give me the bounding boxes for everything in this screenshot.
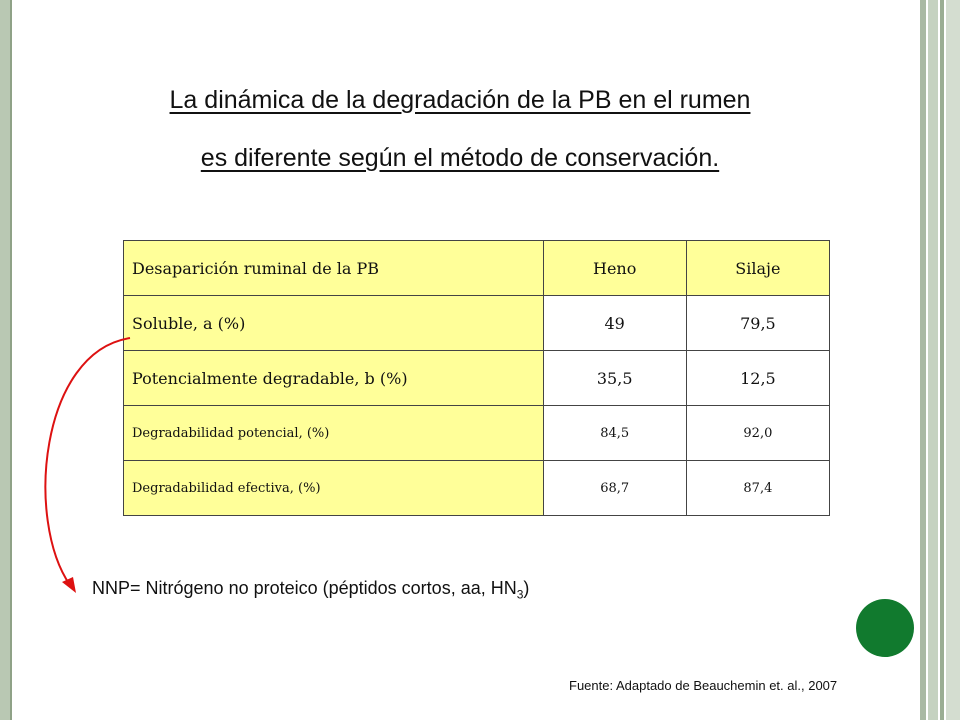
header-label-cell: Desaparición ruminal de la PB <box>124 241 544 296</box>
nnp-note-text: NNP= Nitrógeno no proteico (péptidos cortos, aa, HN <box>92 578 517 598</box>
slide-title-line-1: La dinámica de la degradación de la PB en el rumen <box>169 86 751 114</box>
header-silaje-cell: Silaje <box>686 241 829 296</box>
right-frame-border <box>918 0 960 720</box>
left-frame-border <box>0 0 12 720</box>
source-citation: Fuente: Adaptado de Beauchemin et. al., 2007 <box>569 678 838 693</box>
silaje-value-cell: 92,0 <box>686 406 829 461</box>
row-label-cell: Potencialmente degradable, b (%) <box>124 351 544 406</box>
nnp-note <box>92 578 529 602</box>
table-header-row <box>124 241 830 296</box>
nnp-note-closing: ) <box>523 578 530 598</box>
silaje-value-cell: 12,5 <box>686 351 829 406</box>
heno-value-cell: 49 <box>543 296 686 351</box>
heno-value-cell: 84,5 <box>543 406 686 461</box>
heno-value-cell: 68,7 <box>543 461 686 516</box>
row-label-cell: Soluble, a (%) <box>124 296 544 351</box>
table-row <box>124 351 830 406</box>
green-circle-decoration <box>856 599 914 657</box>
heno-value-cell: 35,5 <box>543 351 686 406</box>
silaje-value-cell: 87,4 <box>686 461 829 516</box>
row-label-cell: Degradabilidad potencial, (%) <box>124 406 544 461</box>
table-row <box>124 406 830 461</box>
table-row <box>124 461 830 516</box>
nnp-note-subscript: 3 <box>516 587 524 602</box>
row-label-cell: Degradabilidad efectiva, (%) <box>124 461 544 516</box>
table-row <box>124 296 830 351</box>
header-heno-cell: Heno <box>543 241 686 296</box>
degradation-table <box>123 240 830 516</box>
slide-title-line-2: es diferente según el método de conservación. <box>200 144 720 172</box>
silaje-value-cell: 79,5 <box>686 296 829 351</box>
